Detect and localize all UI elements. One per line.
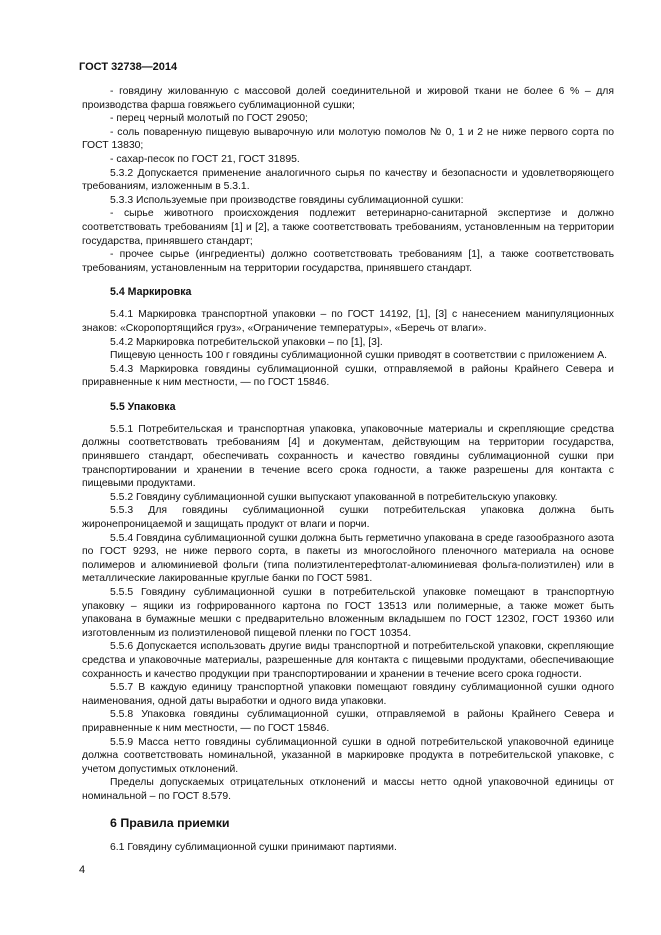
document-code-header: ГОСТ 32738—2014 [79, 61, 178, 73]
paragraph: 5.5.4 Говядина сублимационной сушки должна быть герметично упакована в среде газообразного азота по ГОСТ 9293, не ниже первого сорта, в пакеты из многослойного пленочного материала на основе полимеров и алюминиевой фольги (типа полиэтилентерефтолат-алюминиевая фольга-полиэтилен) или в металлические лакированные круглые банки по ГОСТ 5981. [82, 532, 614, 585]
paragraph: Пределы допускаемых отрицательных отклонений и массы нетто одной упаковочной единицы от номинальной – по ГОСТ 8.579. [82, 777, 614, 802]
paragraph: 5.4.2 Маркировка потребительской упаковки – по [1], [3]. [110, 336, 383, 348]
page-number: 4 [79, 864, 86, 876]
page-body [82, 85, 614, 854]
paragraph: 5.5.2 Говядину сублимационной сушки выпускают упакованной в потребительскую упаковку. [110, 491, 558, 503]
paragraph: Пищевую ценность 100 г говядины сублимационной сушки приводят в соответствии с приложением А. [110, 350, 608, 362]
section-heading-marking: 5.4 Маркировка [110, 286, 192, 299]
paragraph: 5.5.3 Для говядины сублимационной сушки потребительская упаковка должна быть жиронепроницаемой и защищать продукт от влаги и порчи. [82, 505, 614, 531]
section-heading-packaging: 5.5 Упаковка [110, 400, 176, 413]
paragraph: - говядину жилованную с массовой долей соединительной и жировой ткани не более 6 % – для производства фарша говяжьего сублимационной сушки; [82, 86, 614, 111]
paragraph: 5.3.3 Используемые при производстве говядины сублимационной сушки: [110, 194, 464, 206]
paragraph: 5.5.9 Масса нетто говядины сублимационной сушки в одной потребительской упаковочной единице должна соответствовать номинальной, указанной в маркировке продукта в потребительской упаковке, с учетом допустимых отклонений. [82, 736, 614, 775]
paragraph: 5.3.2 Допускается применение аналогичного сырья по качеству и безопасности и удовлетворяющего требованиям, изложенным в 5.3.1. [82, 167, 614, 193]
chapter-heading-acceptance-rules: 6 Правила приемки [110, 815, 230, 830]
paragraph: 5.5.8 Упаковка говядины сублимационной сушки, отправляемой в районы Крайнего Севера и приравненные к ним местности, — по ГОСТ 15846. [82, 709, 614, 734]
paragraph: 5.4.1 Маркировка транспортной упаковки – по ГОСТ 14192, [1], [3] с нанесением манипуляционных знаков: «Скоропортящийся груз», «Ограничение температуры», «Беречь от влаги». [82, 309, 614, 334]
paragraph: - прочее сырье (ингредиенты) должно соответствовать требованиям [1], а также соответствовать требованиям, установленным на территории государства, принявшего стандарт. [82, 249, 614, 274]
paragraph: - соль поваренную пищевую выварочную или молотую помолов № 0, 1 и 2 не ниже первого сорта по ГОСТ 13830; [82, 126, 614, 152]
paragraph: 5.5.6 Допускается использовать другие виды транспортной и потребительской упаковки, скрепляющие средства и упаковочные материалы, разрешенные для контакта с пищевыми продуктами, обеспечивающие сохранность и качество продукции при транспортировании и хранении в течение всего срока годности. [82, 641, 614, 680]
paragraph: - перец черный молотый по ГОСТ 29050; [110, 113, 308, 125]
paragraph: 5.5.7 В каждую единицу транспортной упаковки помещают говядину сублимационной сушки одного наименования, одной даты выработки и одного вида упаковки. [82, 682, 614, 707]
paragraph: - сахар-песок по ГОСТ 21, ГОСТ 31895. [110, 153, 300, 165]
paragraph: 5.4.3 Маркировка говядины сублимационной сушки, отправляемой в районы Крайнего Севера и приравненные к ним местности, — по ГОСТ 15846. [82, 363, 614, 389]
paragraph: 5.5.1 Потребительская и транспортная упаковка, упаковочные материалы и скрепляющие средства должны соответствовать требованиям [4] и документам, действующим на территории государства, принявшего стандарт, обеспечивать сохранность и качество говядины сублимационной сушки при транспортировании и хранении в течение всего срока годности, а также разрешены для контакта с пищевыми продуктами. [82, 423, 614, 490]
paragraph: 5.5.5 Говядину сублимационной сушки в потребительской упаковке помещают в транспортную упаковку – ящики из гофрированного картона по ГОСТ 13513 или полимерные, а также может быть упакована в бумажные мешки с предварительно вложенным вкладышем по ГОСТ 12302, ГОСТ 19360 или изготовленным из полиэтиленовой пищевой пленки по ГОСТ 10354. [82, 587, 614, 639]
paragraph: 6.1 Говядину сублимационной сушки принимают партиями. [110, 841, 397, 853]
paragraph: - сырье животного происхождения подлежит ветеринарно-санитарной экспертизе и должно соответствовать требованиям [1] и [2], а также соответствовать требованиям, установленным на территории государства, принявшего стандарт; [82, 208, 614, 247]
